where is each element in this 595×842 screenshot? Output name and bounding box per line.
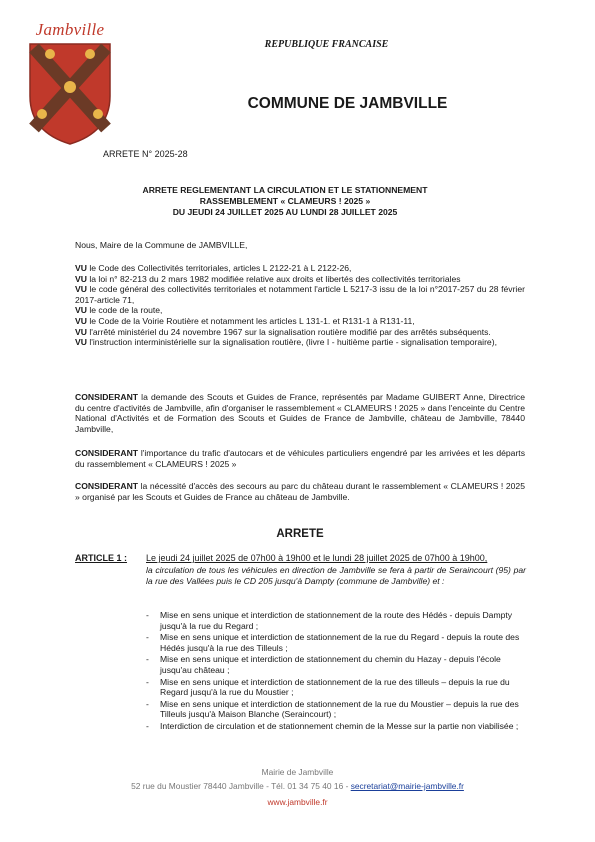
list-item: - Mise en sens unique et interdiction de stationnement de la rue du Regard - depuis la route des Hédés jusqu'à la rue des Tilleuls ; <box>146 632 520 653</box>
vu-item: VU le Code de la Voirie Routière et notamment les articles L 131-1. et R131-1 à R131-11, <box>75 315 415 326</box>
commune-title: COMMUNE DE JAMBVILLE <box>247 95 448 112</box>
article-1-label: ARTICLE 1 : <box>75 553 128 563</box>
article-1-body: la circulation de tous les véhicules en direction de Jambville se fera à partir de Seraincourt (95) par la rue des Vallées puis le CD 205 jusqu'à Dampty (commune de Jambville) et : <box>146 565 526 586</box>
considerant-1: CONSIDERANT la demande des Scouts et Guides de France, représentés par Madame GUIBERT Anne, Directrice du centre d'activités de Jambville, afin d'organiser le rassemblement « CLAMEURS ! 2025 » dans l'enceinte du Centre National d'Activités et de Formation des Scouts et Guides de France de Jambville, château de Jambville, 78440 Jambville, <box>75 392 525 434</box>
list-item: - Mise en sens unique et interdiction de stationnement de la rue du Moustier – depuis la rue des Tilleuls jusqu'à Maison Blanche (Seraincourt) ; <box>146 698 519 720</box>
footer-mairie: Mairie de Jambville <box>261 767 334 777</box>
coat-of-arms-logo <box>28 42 112 146</box>
title-line: DU JEUDI 24 JUILLET 2025 AU LUNDI 28 JUILLET 2025 <box>172 207 398 217</box>
considerant-3: CONSIDERANT la nécessité d'accès des secours au parc du château durant le rassemblement « CLAMEURS ! 2025 » organisé par les Scouts et Guides de France au château de Jambville. <box>75 481 525 502</box>
arrete-title <box>0 185 570 218</box>
vu-item: VU le code général des collectivités territoriales et notamment l'article L 5217-3 issu de la loi n°2017-257 du 28 février 2017-article 71, <box>75 284 525 305</box>
footer-website-link[interactable]: www.jambville.fr <box>267 797 328 807</box>
list-item: - Interdiction de circulation et de stationnement chemin de la Messe sur la partie non viabilisée ; <box>146 720 519 731</box>
vu-item: VU l'arrêté ministériel du 24 novembre 1967 sur la signalisation routière modifié par des arrêtés subséquents. <box>75 326 491 337</box>
title-line: RASSEMBLEMENT « CLAMEURS ! 2025 » <box>199 196 371 206</box>
vu-item: VU la loi n° 82-213 du 2 mars 1982 modifiée relative aux droits et libertés des collectivités territoriales <box>75 273 461 284</box>
footer-contact <box>0 781 595 791</box>
list-item: - Mise en sens unique et interdiction de stationnement de la route des Hédés - depuis Dampty jusqu'à la rue du Regard ; <box>146 610 513 631</box>
considerant-2: CONSIDERANT l'importance du trafic d'autocars et de véhicules particuliers engendré par les arrivées et les départs du rassemblement « CLAMEURS ! 2025 » <box>75 448 525 469</box>
list-item: - Mise en sens unique et interdiction de stationnement du chemin du Hazay - depuis l'école jusqu'au château ; <box>146 654 501 675</box>
vu-item: VU le Code des Collectivités territoriales, articles L 2122-21 à L 2122-26, <box>75 263 352 273</box>
intro-text: Nous, Maire de la Commune de JAMBVILLE, <box>75 240 248 250</box>
list-item: - Mise en sens unique et interdiction de stationnement de la rue des tilleuls – depuis la rue du Regard jusqu'à la rue du Moustier ; <box>146 676 510 698</box>
arrete-number: ARRETE N° 2025-28 <box>103 149 188 159</box>
republic-header: REPUBLIQUE FRANCAISE <box>264 39 389 50</box>
vu-list <box>75 263 525 348</box>
logo-wordmark: Jambville <box>35 20 105 39</box>
article-1-list <box>146 610 522 733</box>
footer-email-link[interactable]: secretariat@mairie-jambville.fr <box>350 781 464 791</box>
vu-item: VU l'instruction interministérielle sur la signalisation routière, (livre I - huitième partie - signalisation temporaire), <box>75 337 497 348</box>
vu-item: VU le code de la route, <box>75 305 163 316</box>
footer-address: 52 rue du Moustier 78440 Jambville - Tél. 01 34 75 40 16 - <box>131 781 351 791</box>
article-1-dates: Le jeudi 24 juillet 2025 de 07h00 à 19h00 et le lundi 28 juillet 2025 de 07h00 à 19h00, <box>146 553 488 563</box>
arrete-heading: ARRETE <box>276 528 324 540</box>
title-line: ARRETE REGLEMENTANT LA CIRCULATION ET LE STATIONNEMENT <box>142 185 428 195</box>
